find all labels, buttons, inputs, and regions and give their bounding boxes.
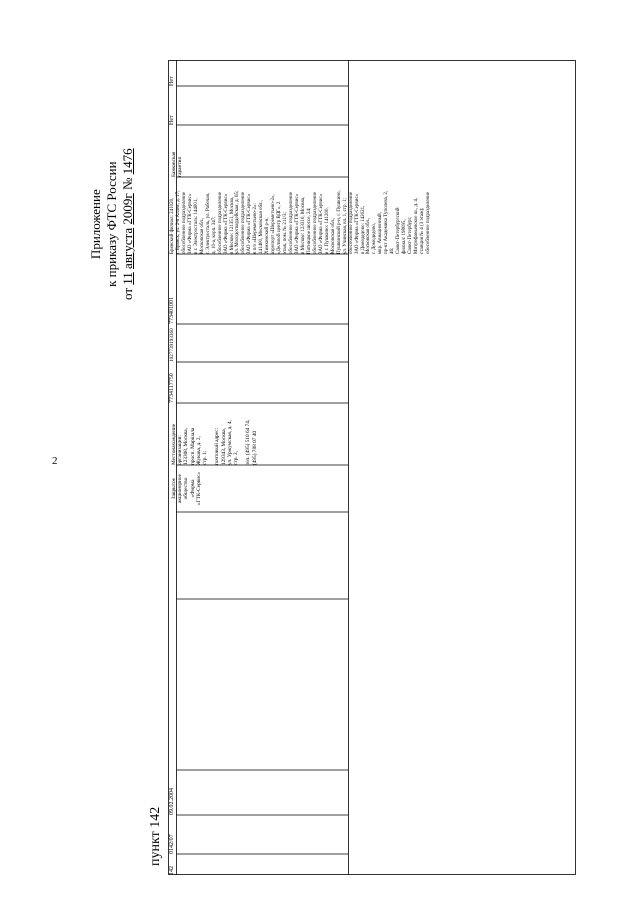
cell-date: 09.02.2004: [169, 788, 175, 815]
cell-reg-number: 0142/07: [169, 834, 175, 854]
header-block: [88, 148, 136, 300]
header-prefix: от: [120, 287, 135, 300]
page-number: 2: [52, 455, 58, 467]
header-line-2: к приказу ФТС России: [104, 161, 119, 287]
punkt-label: пункт 142: [148, 806, 163, 866]
cell-org-name: Закрытое акционерное общество «Фирма «ГТК-Сервис»: [171, 471, 202, 506]
cell-empty-1: [168, 599, 176, 770]
header-day: 11: [120, 272, 135, 285]
cell-no-1: Нет: [169, 115, 175, 125]
header-number: 1476: [120, 148, 135, 175]
header-year: 2009г: [120, 193, 135, 225]
header-line-1: Приложение: [88, 189, 103, 260]
header-month: августа: [120, 227, 135, 269]
cell-empty-2: [168, 512, 176, 599]
cell-guarantee: Банковская гарантия: [171, 151, 184, 177]
registry-table: [168, 60, 576, 875]
header-num-sign: №: [120, 177, 135, 190]
cell-branches: Брянский филиал: 241020, г. Брянск, ул. 2-я Аллея, д. 17; обособленное подразделение ЗАО «Фирма «ГТК-Сервис» в г. Электросталь: 144001, Московская обл., г. Электросталь, ул. Рабочая, д. 10-а, корп. 347; обособленное подразделение ЗАО «Фирма «ГТК-Сервис» в Москве: 121351, Москва, ул. Молодогвардейская, д. 65; обособленное подразделение ЗАО «Фирма «ГТК-Сервис» в п/о «Шереметьево-2»: 141400, Московская обл., Химкинский р-н, аэропорт «Шереметьево-2», «Деловой центр ВДГ», 2 этаж, пом. № 211/3; обособленное подразделение ЗАО «Фирма «ГТК-Сервис» в Москве: 123310, Москва, Пятницкое шоссе, 24; обособленное подразделение ЗАО «Фирма «ГТК-Сервис» в г. Пушкино: 141200, Московская обл., Пушкинский р-н, г. Пушкино, ул. Учинская, вл. 1, стр. 1; обособленное подразделение ЗАО «Фирма «ГТК-Сервис» в Домодедово: 142021, Московская обл., г. Домодедово, мкр. Авиационный, пр-кт Академика Туполева, 2, 46; Санкт-Петербургский филиал: 198095, Санкт-Петербург, Митрофаньевское ш., д. 4, станция № 4 (3 этаж); обособленное подразделение: [170, 190, 431, 254]
cell-no-2: Нет: [169, 76, 175, 86]
cell-location: Местонахождение организации: 123308, Москва, просп. Маршала Жукова, д. 2, стр. 1; почтовый адрес: 129343, Москва, ул. Уржумская, д. 4, стр. 2, тел. (495) 510 64 74, (495) 788 07 40: [171, 419, 258, 465]
cell-kpp: 773401001: [169, 297, 175, 324]
cell-ogrn: 1027739193360: [169, 328, 175, 362]
cell-row-number: 142: [169, 866, 175, 875]
header-line-3: [120, 148, 136, 300]
cell-inn: 7734117750: [169, 373, 175, 403]
